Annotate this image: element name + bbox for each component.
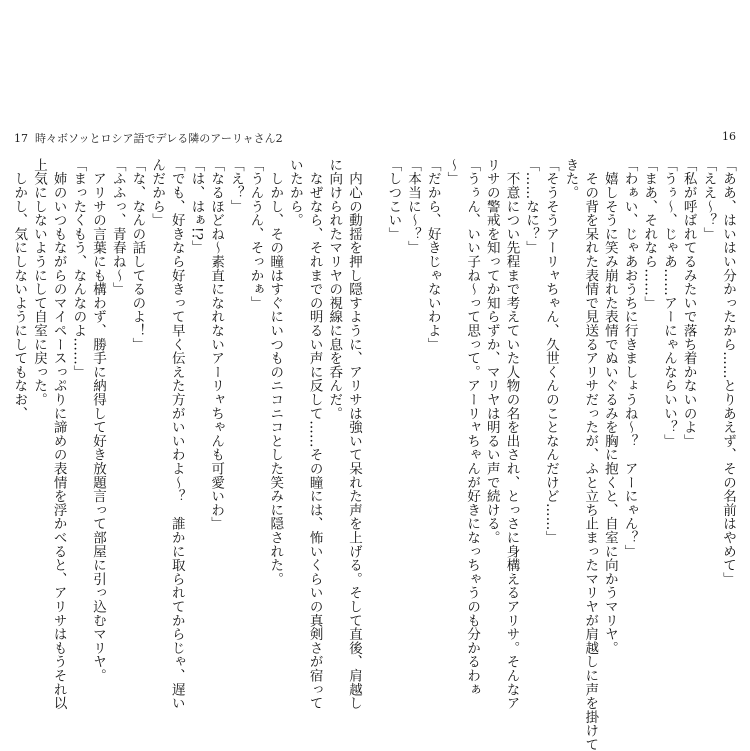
text-column: 不意につい先程まで考えていた人物の名を出され、とっさに身構えるアリサ。そんなア: [503, 158, 520, 710]
text-column: 「うぅ〜、じゃあ……アーにゃんならいい？」: [660, 158, 677, 448]
text-column: 「ええ〜？」: [700, 158, 717, 241]
running-title: [14, 130, 283, 146]
text-column: 姉のいつもながらのマイペースっぷりに諦めの表情を浮かべると、アリサはもうそれ以: [50, 158, 67, 710]
text-column: 「ふふっ、青春ね〜」: [109, 158, 126, 296]
text-column: 「そうそうアーリャちゃん、久世くんのことなんだけど……」: [542, 158, 559, 545]
text-column: 内心の動揺を押し隠すように、アリサは強いて呆れた声を上げる。そして直後、肩越し: [345, 158, 362, 710]
text-column: んだから」: [149, 158, 166, 227]
chapter-number: 17: [14, 132, 28, 145]
text-column: なぜなら、それまでの明るい声に反して……その瞳には、怖いくらいの真剣さが宿って: [306, 158, 323, 710]
text-column: 嬉しそうに笑み崩れた表情でぬいぐるみを胸に抱くと、自室に向かうマリヤ。: [601, 158, 618, 655]
text-column: 「でも、好きなら好きって早く伝えた方がいいわよ〜？ 誰かに取られてからじゃ、遅い: [168, 158, 185, 710]
text-column: 「な、なんの話してるのよ！」: [129, 158, 146, 352]
text-column: いたから。: [286, 158, 303, 227]
text-column: [360, 158, 380, 718]
text-column: に向けられたマリヤの視線に息を呑んだ。: [326, 158, 343, 421]
text-column: リサの警戒を知ってか知らずか、マリヤは明るい声で続ける。: [483, 158, 500, 545]
text-column: 「……なに？」: [523, 158, 540, 255]
text-column: 〜」: [444, 158, 461, 186]
text-column: 「しつこい」: [385, 158, 402, 241]
text-column: 「は、はぁ!?」: [188, 158, 205, 255]
text-column: 「うぅん、いい子ね〜って思って。アーリャちゃんが好きになっちゃうのも分かるわぁ: [464, 158, 481, 697]
text-column: 「なるほどね〜素直になれないアーリャちゃんも可愛いわ」: [208, 158, 225, 531]
text-column: きた。: [562, 158, 579, 200]
running-header: [0, 130, 750, 146]
text-column: 「まったくもう、なんなのよ……」: [70, 158, 87, 379]
text-column: 「わぁい、じゃあおうちに行きましょうね〜？ アーにゃん？」: [621, 158, 638, 559]
text-column: 「まあ、それなら……」: [641, 158, 658, 310]
text-column: 「ああ、はいはい分かったから……とりあえず、その名前はやめて」: [720, 158, 736, 586]
vertical-text-body: [11, 158, 736, 751]
text-column: 「うんうん、そっかぁ」: [247, 158, 264, 310]
text-column: その背を呆れた表情で見送るアリサだったが、ふと立ち止まったマリヤが肩越しに声を掛けて: [582, 158, 599, 751]
text-column: しかし、気にしないようにしてもなお、: [11, 158, 28, 421]
text-column: 「私が呼ばれてるみたいで落ち着かないのよ」: [680, 158, 697, 448]
text-column: 「本当に〜？」: [405, 158, 421, 255]
text-column: しかし、その瞳はすぐにいつものニコニコとした笑みに隠された。: [267, 158, 284, 586]
text-column: 上気にしないようにして自室に戻った。: [30, 158, 47, 407]
page-number: 16: [722, 130, 736, 143]
text-column: 「え？」: [227, 158, 244, 214]
text-column: アリサの言葉にも構わず、勝手に納得して好き放題言って部屋に引っ込むマリヤ。: [90, 158, 106, 683]
book-title: 時々ボソッとロシア語でデレる隣のアーリャさん2: [35, 132, 283, 145]
text-column: 「だから、好きじゃないわよ」: [424, 158, 441, 352]
